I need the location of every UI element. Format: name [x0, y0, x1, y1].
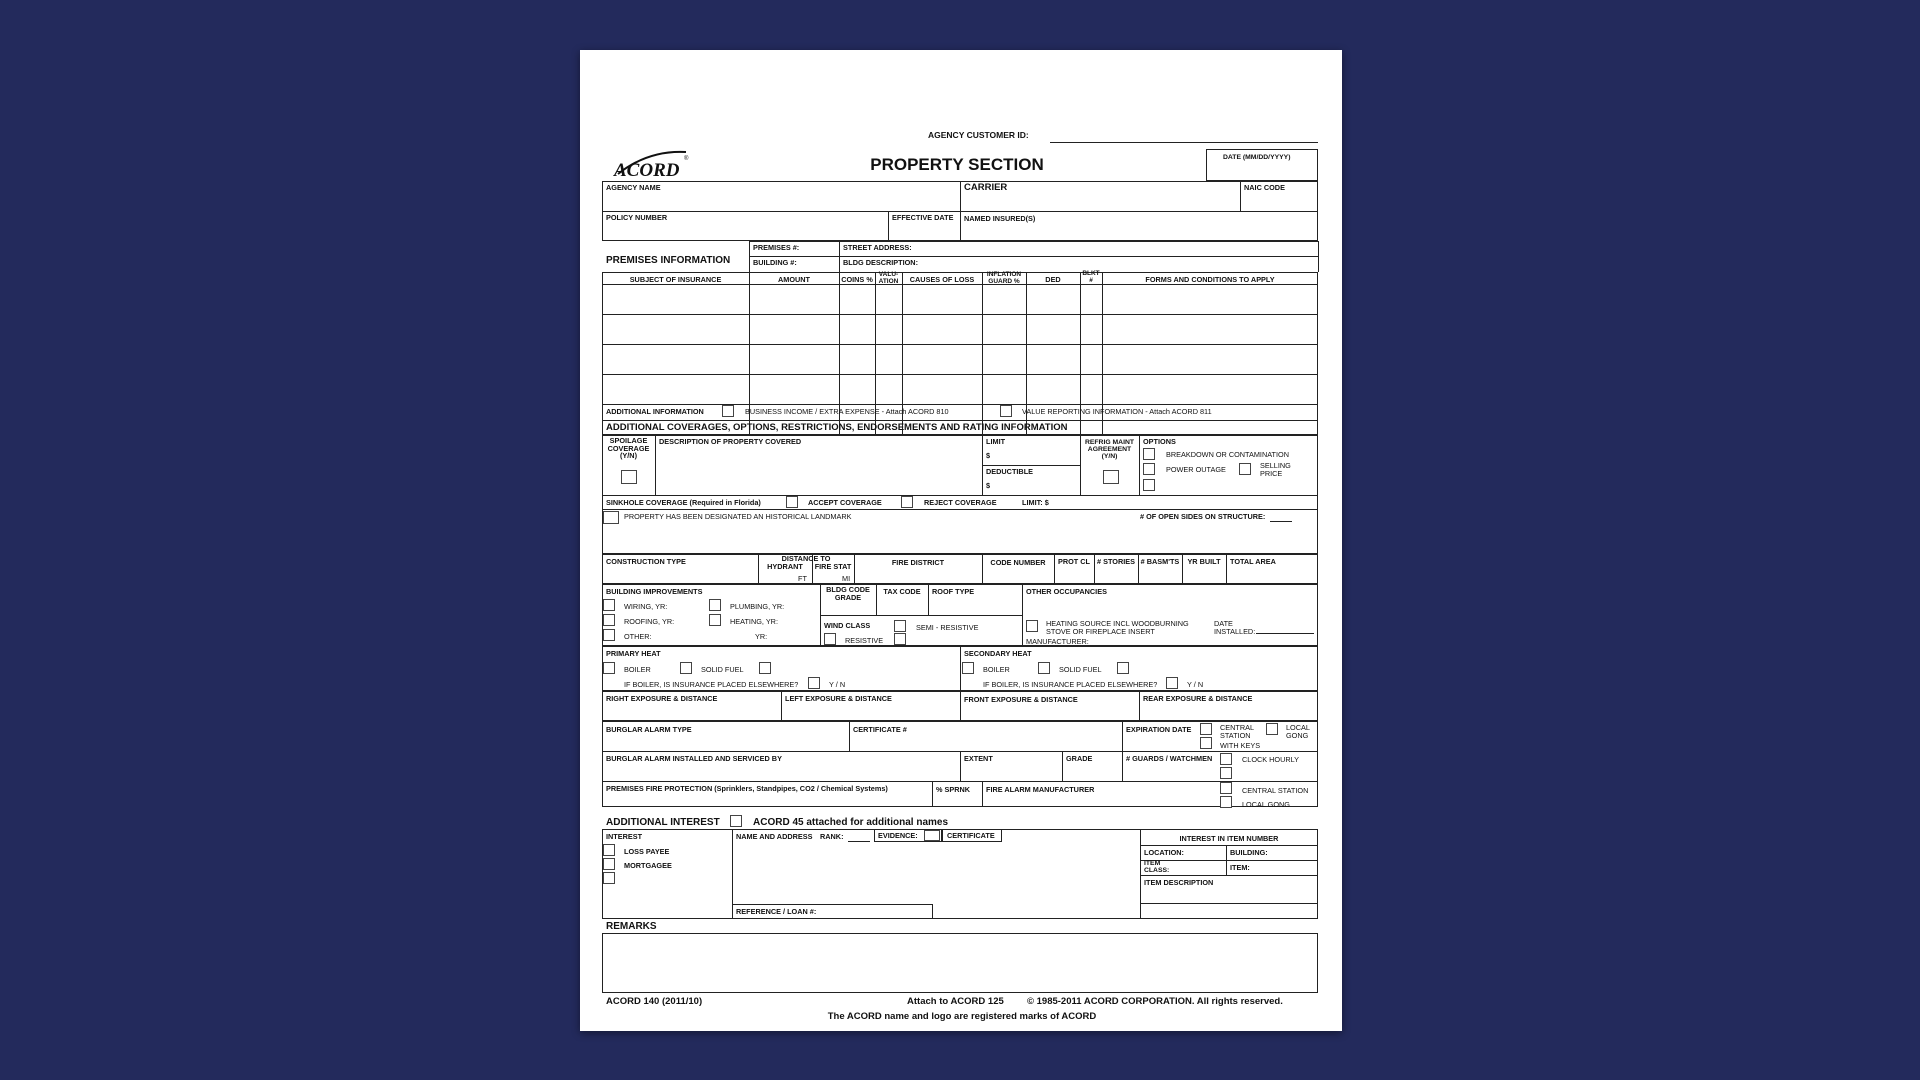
- certificate-label: CERTIFICATE: [947, 831, 995, 840]
- certificate-number-label: CERTIFICATE #: [853, 725, 907, 734]
- sprnk-label: % SPRNK: [936, 785, 971, 794]
- accept-coverage-checkbox[interactable]: [786, 496, 798, 508]
- col-blkt: BLKT #: [1082, 270, 1100, 284]
- primary-elsewhere-checkbox[interactable]: [808, 677, 820, 689]
- loss-payee-label: LOSS PAYEE: [624, 847, 670, 856]
- wiring-checkbox[interactable]: [603, 599, 615, 611]
- other-checkbox[interactable]: [603, 629, 615, 641]
- roofing-checkbox[interactable]: [603, 614, 615, 626]
- location-label: LOCATION:: [1144, 848, 1184, 857]
- reference-loan-label: REFERENCE / LOAN #:: [736, 907, 817, 916]
- options-label: OPTIONS: [1143, 437, 1176, 446]
- item-description-label: ITEM DESCRIPTION: [1144, 878, 1214, 887]
- trademark: The ACORD name and logo are registered marks of ACORD: [827, 1011, 1097, 1022]
- open-sides-label: # OF OPEN SIDES ON STRUCTURE:: [1140, 512, 1266, 521]
- power-outage-checkbox[interactable]: [1143, 463, 1155, 475]
- svg-text:ACORD: ACORD: [614, 160, 680, 181]
- premises-info-heading: PREMISES INFORMATION: [606, 255, 731, 266]
- page-title: PROPERTY SECTION: [870, 155, 1044, 174]
- code-number-label: CODE NUMBER: [990, 558, 1046, 567]
- secondary-boiler-value-checkbox[interactable]: [1038, 662, 1050, 674]
- burglar-alarm-type-label: BURGLAR ALARM TYPE: [606, 725, 692, 734]
- remarks-heading: REMARKS: [606, 921, 657, 932]
- fire-alarm-mfr-label: FIRE ALARM MANUFACTURER: [986, 785, 1095, 794]
- open-sides-field[interactable]: [1270, 521, 1292, 522]
- front-exposure-label: FRONT EXPOSURE & DISTANCE: [964, 695, 1078, 704]
- other-label: OTHER:: [624, 632, 652, 641]
- evidence-checkbox[interactable]: [924, 830, 940, 841]
- svg-text:®: ®: [684, 156, 689, 162]
- extent-label: EXTENT: [964, 754, 993, 763]
- total-area-label: TOTAL AREA: [1230, 557, 1276, 566]
- loss-payee-checkbox[interactable]: [603, 844, 615, 856]
- bldg-description-label: BLDG DESCRIPTION:: [843, 258, 918, 267]
- wiring-label: WIRING, YR:: [624, 602, 668, 611]
- bldg-code-label: BLDG CODE GRADE: [826, 585, 870, 602]
- selling-price-checkbox[interactable]: [1239, 463, 1251, 475]
- heating-source-checkbox[interactable]: [1026, 620, 1038, 632]
- deductible-label: DEDUCTIBLE: [986, 467, 1034, 476]
- named-insured-label: NAMED INSURED(S): [964, 214, 1036, 223]
- rear-exposure-label: REAR EXPOSURE & DISTANCE: [1143, 694, 1253, 703]
- grade-label: GRADE: [1066, 754, 1093, 763]
- clock-hourly-label: CLOCK HOURLY: [1242, 755, 1300, 764]
- sinkhole-limit-label: LIMIT: $: [1022, 498, 1049, 507]
- right-exposure-label: RIGHT EXPOSURE & DISTANCE: [606, 694, 718, 703]
- interest-label: INTEREST: [606, 832, 643, 841]
- primary-solid-fuel-checkbox[interactable]: [759, 662, 771, 674]
- fire-stat-label: FIRE STAT: [814, 562, 852, 571]
- building-number-label: BUILDING #:: [753, 258, 797, 267]
- resistive-extra-checkbox[interactable]: [894, 633, 906, 645]
- rank-field[interactable]: [848, 841, 870, 842]
- with-keys-label: WITH KEYS: [1220, 741, 1261, 750]
- primary-solid-fuel-label: SOLID FUEL: [701, 665, 744, 674]
- agency-name-label: AGENCY NAME: [606, 183, 661, 192]
- building-label: BUILDING:: [1230, 848, 1268, 857]
- building-improvements-label: BUILDING IMPROVEMENTS: [606, 587, 703, 596]
- primary-yn-label: Y / N: [829, 680, 846, 689]
- name-address-label: NAME AND ADDRESS: [736, 832, 813, 841]
- plumbing-checkbox[interactable]: [709, 599, 721, 611]
- interest-other-checkbox[interactable]: [603, 872, 615, 884]
- heating-checkbox[interactable]: [709, 614, 721, 626]
- interest-item-label: INTEREST IN ITEM NUMBER: [1179, 834, 1279, 843]
- breakdown-checkbox[interactable]: [1143, 448, 1155, 460]
- value-reporting-checkbox[interactable]: [1000, 405, 1012, 417]
- spoilage-label: SPOILAGE COVERAGE (Y/N): [607, 436, 650, 461]
- local-gong-checkbox[interactable]: [1266, 723, 1278, 735]
- power-outage-label: POWER OUTAGE: [1166, 465, 1226, 474]
- fire-district-label: FIRE DISTRICT: [891, 558, 945, 567]
- local-gong-2-checkbox[interactable]: [1220, 796, 1232, 808]
- resistive-checkbox[interactable]: [824, 633, 836, 645]
- date-installed-field[interactable]: [1256, 633, 1314, 634]
- premises-number-label: PREMISES #:: [753, 243, 800, 252]
- prot-cl-label: PROT CL: [1057, 557, 1091, 566]
- col-subject: SUBJECT OF INSURANCE: [629, 275, 722, 284]
- local-gong-2-label: LOCAL GONG: [1242, 800, 1290, 809]
- rank-label: RANK:: [820, 832, 844, 841]
- attach-note: Attach to ACORD 125: [907, 996, 1004, 1007]
- agency-customer-id-field[interactable]: [1050, 142, 1318, 143]
- acord-logo: [608, 144, 692, 184]
- heating-source-label: HEATING SOURCE INCL WOODBURNING STOVE OR FIREPLACE INSERT: [1046, 619, 1189, 636]
- semi-resistive-checkbox[interactable]: [894, 620, 906, 632]
- reject-coverage-label: REJECT COVERAGE: [924, 498, 997, 507]
- guards-extra-checkbox[interactable]: [1220, 767, 1232, 779]
- limit-dollar: $: [986, 451, 991, 460]
- primary-boiler-value-checkbox[interactable]: [680, 662, 692, 674]
- expiration-date-label: EXPIRATION DATE: [1126, 725, 1192, 734]
- primary-boiler-checkbox[interactable]: [603, 662, 615, 674]
- secondary-if-boiler-label: IF BOILER, IS INSURANCE PLACED ELSEWHERE?: [983, 680, 1158, 689]
- business-income-label: BUSINESS INCOME / EXTRA EXPENSE - Attach ACORD 810: [745, 407, 949, 416]
- secondary-boiler-checkbox[interactable]: [962, 662, 974, 674]
- central-station-label: CENTRAL STATION: [1220, 723, 1254, 740]
- wind-class-label: WIND CLASS: [824, 621, 871, 630]
- secondary-yn-label: Y / N: [1187, 680, 1204, 689]
- col-inflation: INFLATION GUARD %: [986, 271, 1022, 285]
- central-station-2-checkbox[interactable]: [1220, 782, 1232, 794]
- construction-type-label: CONSTRUCTION TYPE: [606, 557, 686, 566]
- roof-type-label: ROOF TYPE: [932, 587, 975, 596]
- options-extra-checkbox[interactable]: [1143, 479, 1155, 491]
- refrig-checkbox[interactable]: [1103, 470, 1119, 484]
- tax-code-label: TAX CODE: [883, 587, 921, 596]
- col-coins: COINS %: [841, 275, 873, 284]
- guards-label: # GUARDS / WATCHMEN: [1126, 754, 1213, 763]
- mi-label: MI: [842, 574, 851, 583]
- date-label: DATE (MM/DD/YYYY): [1223, 154, 1291, 161]
- roofing-label: ROOFING, YR:: [624, 617, 675, 626]
- deductible-dollar: $: [986, 481, 991, 490]
- clock-hourly-checkbox[interactable]: [1220, 753, 1232, 765]
- additional-coverages-heading: ADDITIONAL COVERAGES, OPTIONS, RESTRICTIONS, ENDORSEMENTS AND RATING INFORMATION: [606, 422, 1068, 433]
- col-amount: AMOUNT: [777, 275, 811, 284]
- sinkhole-label: SINKHOLE COVERAGE (Required in Florida): [606, 498, 761, 507]
- stories-label: # STORIES: [1097, 557, 1135, 566]
- form-page: [580, 50, 1342, 1031]
- street-address-label: STREET ADDRESS:: [843, 243, 912, 252]
- mortgagee-checkbox[interactable]: [603, 858, 615, 870]
- refrig-label: REFRIG MAINT AGREEMENT (Y/N): [1084, 439, 1135, 461]
- col-ded: DED: [1045, 275, 1061, 284]
- spoilage-checkbox[interactable]: [621, 470, 637, 484]
- item-class-label: ITEM CLASS:: [1144, 860, 1170, 875]
- additional-interest-heading: ADDITIONAL INTEREST: [606, 817, 720, 828]
- with-keys-checkbox[interactable]: [1200, 737, 1212, 749]
- historical-checkbox[interactable]: [603, 511, 619, 524]
- col-causes: CAUSES OF LOSS: [909, 275, 975, 284]
- policy-number-label: POLICY NUMBER: [606, 213, 668, 222]
- carrier-label: CARRIER: [964, 182, 1008, 193]
- yr-built-label: YR BUILT: [1187, 557, 1221, 566]
- primary-if-boiler-label: IF BOILER, IS INSURANCE PLACED ELSEWHERE?: [624, 680, 799, 689]
- plumbing-label: PLUMBING, YR:: [730, 602, 785, 611]
- central-station-checkbox[interactable]: [1200, 723, 1212, 735]
- col-forms: FORMS AND CONDITIONS TO APPLY: [1145, 275, 1275, 284]
- distance-to-label: DISTANCE TO: [781, 554, 831, 563]
- acord45-label: ACORD 45 attached for additional names: [753, 817, 949, 828]
- manufacturer-label: MANUFACTURER:: [1026, 637, 1089, 646]
- breakdown-label: BREAKDOWN OR CONTAMINATION: [1166, 450, 1289, 459]
- mortgagee-label: MORTGAGEE: [624, 861, 672, 870]
- secondary-elsewhere-checkbox[interactable]: [1166, 677, 1178, 689]
- remarks-field[interactable]: [602, 933, 1318, 993]
- heating-label: HEATING, YR:: [730, 617, 778, 626]
- date-field[interactable]: [1206, 149, 1318, 181]
- basmts-label: # BASM'TS: [1140, 557, 1180, 566]
- hydrant-label: HYDRANT: [767, 562, 803, 571]
- col-valuation: VALU- ATION: [878, 271, 899, 285]
- secondary-solid-fuel-checkbox[interactable]: [1117, 662, 1129, 674]
- left-exposure-label: LEFT EXPOSURE & DISTANCE: [785, 694, 892, 703]
- fire-protection-label: PREMISES FIRE PROTECTION (Sprinklers, Standpipes, CO2 / Chemical Systems): [606, 784, 888, 793]
- other-occupancies-label: OTHER OCCUPANCIES: [1026, 587, 1107, 596]
- semi-resistive-label: SEMI - RESISTIVE: [916, 623, 979, 632]
- accept-coverage-label: ACCEPT COVERAGE: [808, 498, 882, 507]
- form-id: ACORD 140 (2011/10): [606, 996, 703, 1007]
- resistive-label: RESISTIVE: [845, 636, 884, 645]
- business-income-checkbox[interactable]: [722, 405, 734, 417]
- description-label: DESCRIPTION OF PROPERTY COVERED: [659, 437, 802, 446]
- item-label: ITEM:: [1230, 863, 1250, 872]
- central-station-2-label: CENTRAL STATION: [1242, 786, 1309, 795]
- primary-boiler-label: BOILER: [624, 665, 651, 674]
- limit-label: LIMIT: [986, 437, 1006, 446]
- secondary-boiler-label: BOILER: [983, 665, 1010, 674]
- value-reporting-label: VALUE REPORTING INFORMATION - Attach ACORD 811: [1022, 407, 1212, 416]
- ft-label: FT: [798, 574, 807, 583]
- copyright: © 1985-2011 ACORD CORPORATION. All rights reserved.: [1027, 996, 1283, 1007]
- naic-code-label: NAIC CODE: [1244, 183, 1285, 192]
- date-installed-label: DATE INSTALLED:: [1214, 619, 1256, 636]
- secondary-heat-label: SECONDARY HEAT: [964, 649, 1032, 658]
- additional-information-label: ADDITIONAL INFORMATION: [606, 407, 704, 416]
- secondary-solid-fuel-label: SOLID FUEL: [1059, 665, 1102, 674]
- primary-heat-label: PRIMARY HEAT: [606, 649, 661, 658]
- installed-by-label: BURGLAR ALARM INSTALLED AND SERVICED BY: [606, 754, 782, 763]
- acord45-checkbox[interactable]: [730, 815, 742, 827]
- agency-customer-id-label: AGENCY CUSTOMER ID:: [928, 130, 1029, 140]
- selling-price-label: SELLING PRICE: [1260, 461, 1291, 478]
- other-yr-label: YR:: [755, 632, 768, 641]
- historical-label: PROPERTY HAS BEEN DESIGNATED AN HISTORICAL LANDMARK: [624, 512, 852, 521]
- local-gong-label: LOCAL GONG: [1286, 723, 1310, 740]
- effective-date-label: EFFECTIVE DATE: [892, 213, 954, 222]
- reject-coverage-checkbox[interactable]: [901, 496, 913, 508]
- evidence-label: EVIDENCE:: [878, 831, 918, 840]
